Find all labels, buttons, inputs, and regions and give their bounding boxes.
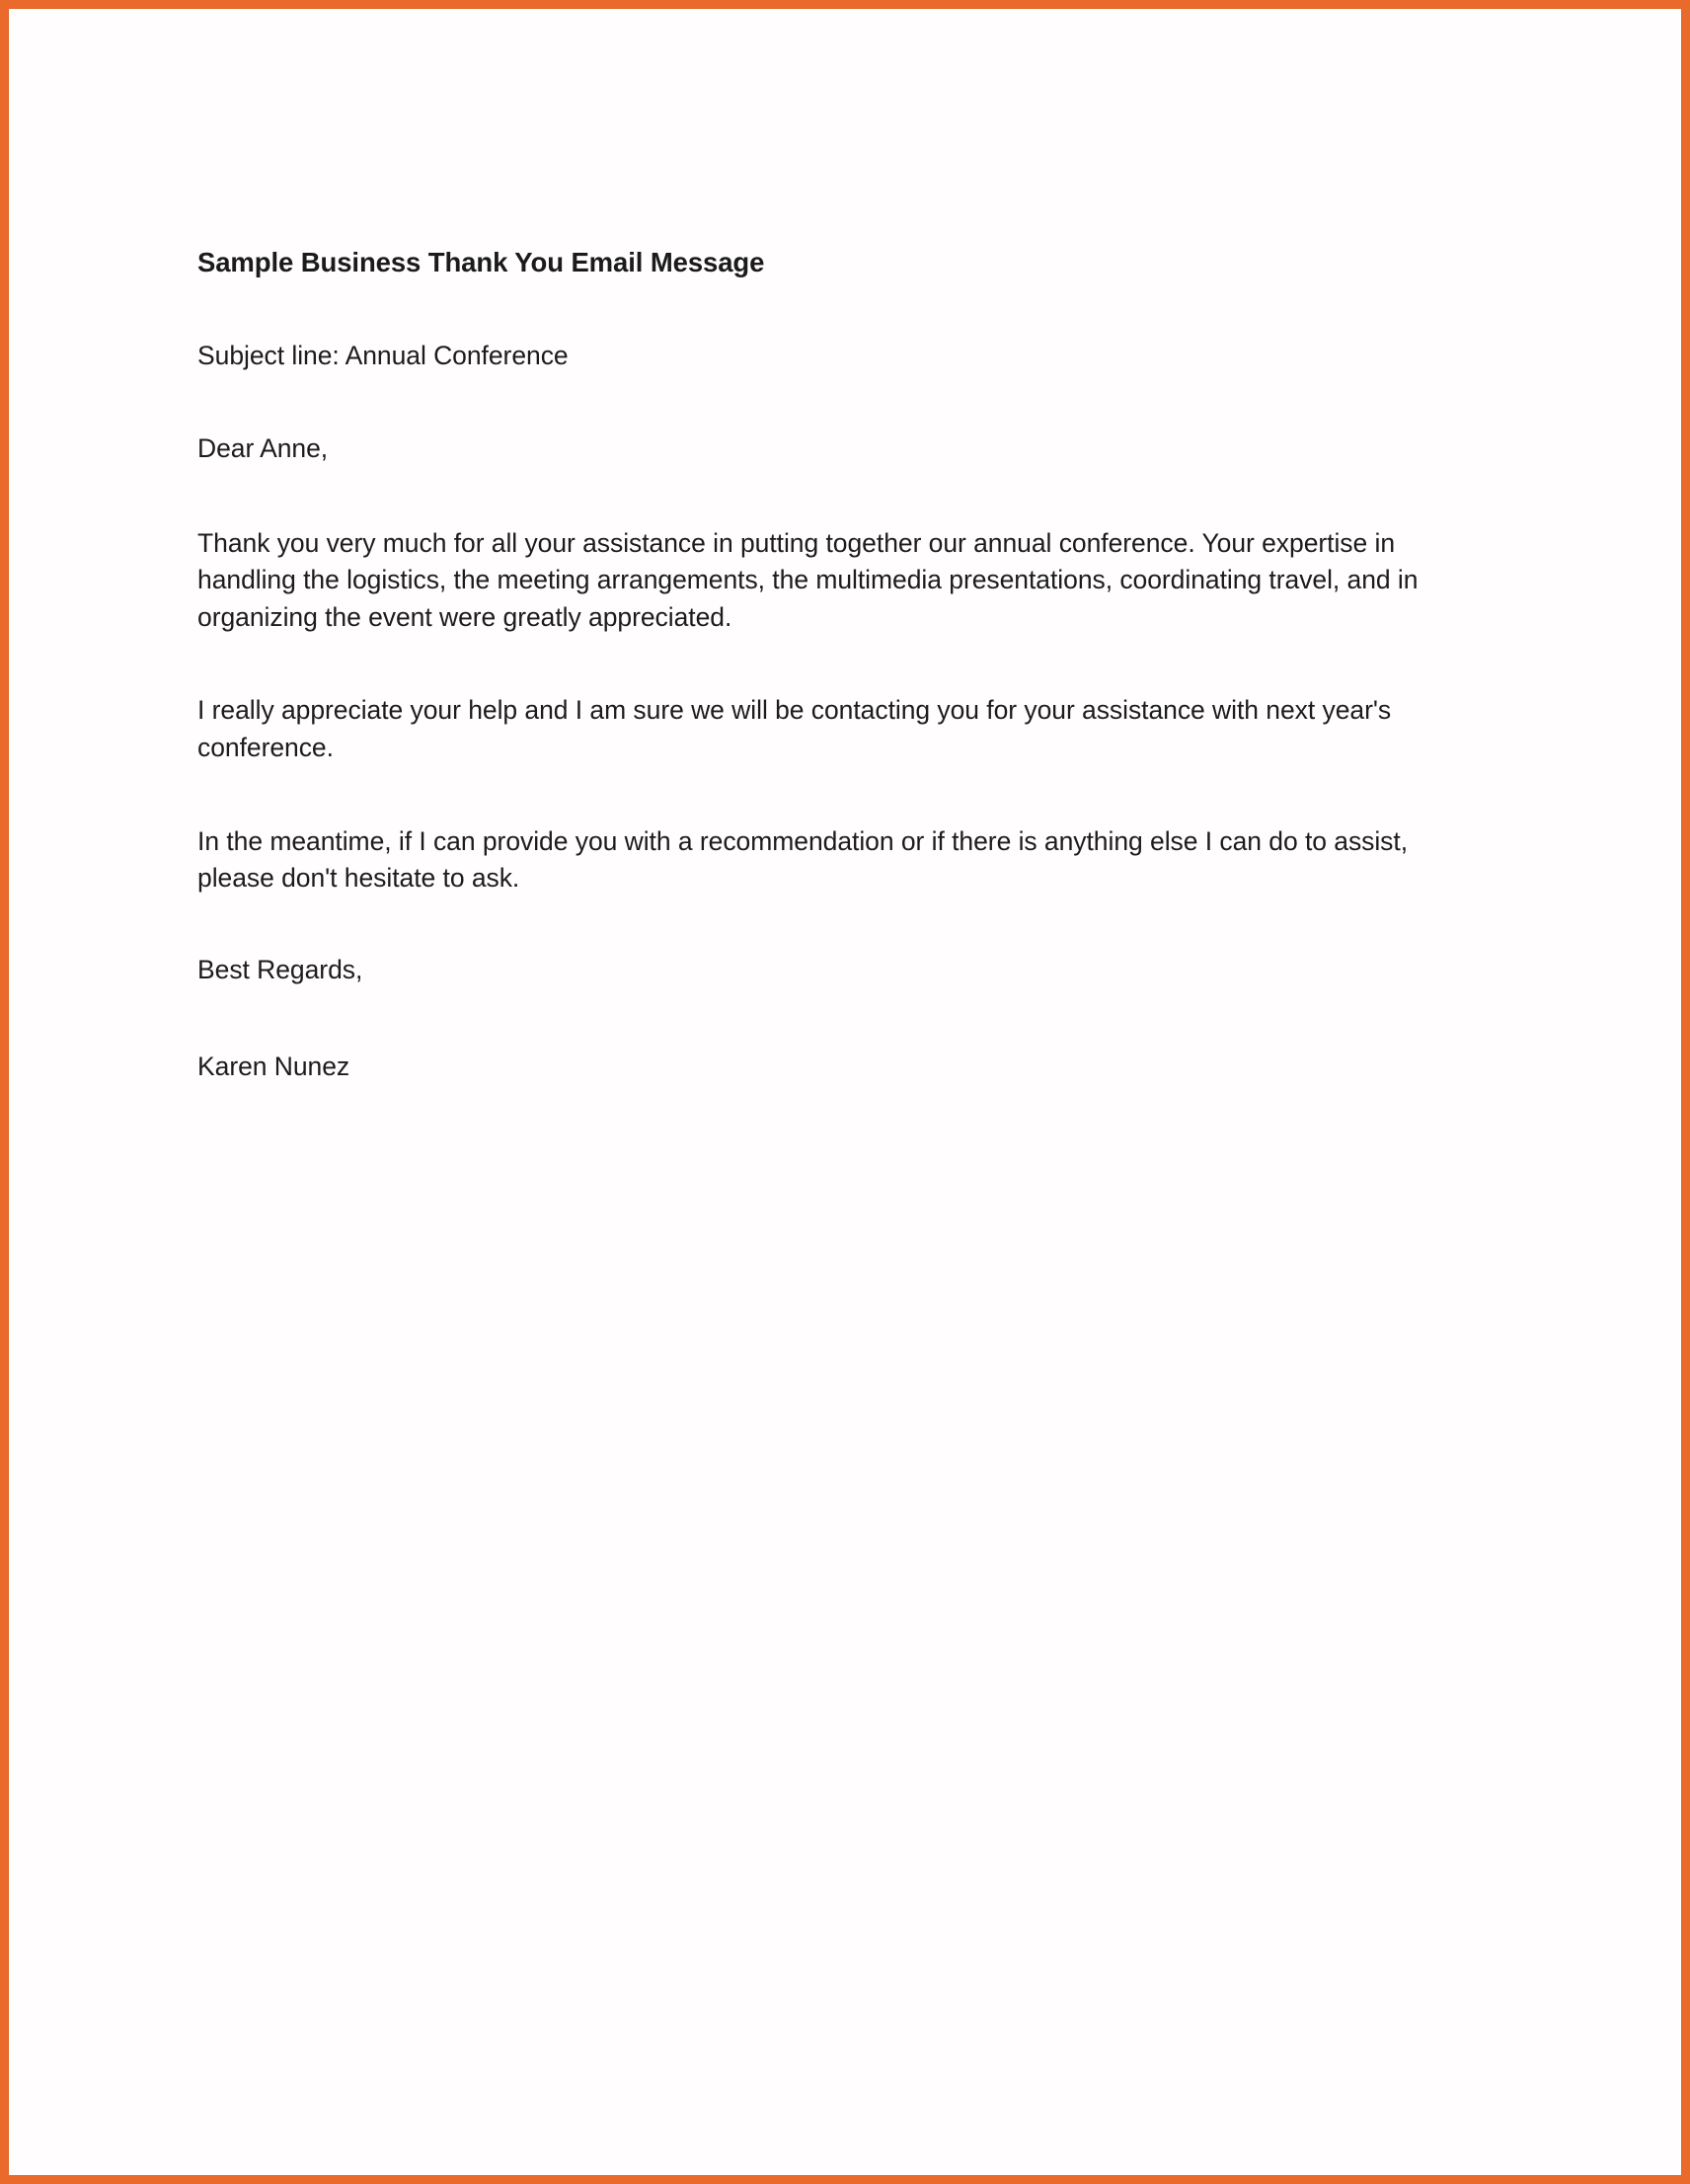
- letter-body: [197, 245, 1481, 1084]
- page-title: Sample Business Thank You Email Message: [197, 247, 765, 277]
- subject-line: Subject line: Annual Conference: [197, 340, 569, 370]
- salutation: Dear Anne,: [197, 432, 329, 463]
- body-paragraph-1: Thank you very much for all your assistance in putting together our annual conference. Your expertise in handling the logistics, the meeting arrangements, the multimedia presentations, coordinating travel, and in organizing the event were greatly appreciated.: [197, 527, 1419, 632]
- closing-line: Best Regards,: [197, 954, 363, 984]
- body-paragraph-2: I really appreciate your help and I am sure we will be contacting you for your assistance with next year's conference.: [197, 695, 1392, 763]
- signature-name: Karen Nunez: [197, 1051, 350, 1081]
- body-paragraph-3: In the meantime, if I can provide you with a recommendation or if there is anything else I can do to assist, please don't hesitate to ask.: [197, 825, 1409, 894]
